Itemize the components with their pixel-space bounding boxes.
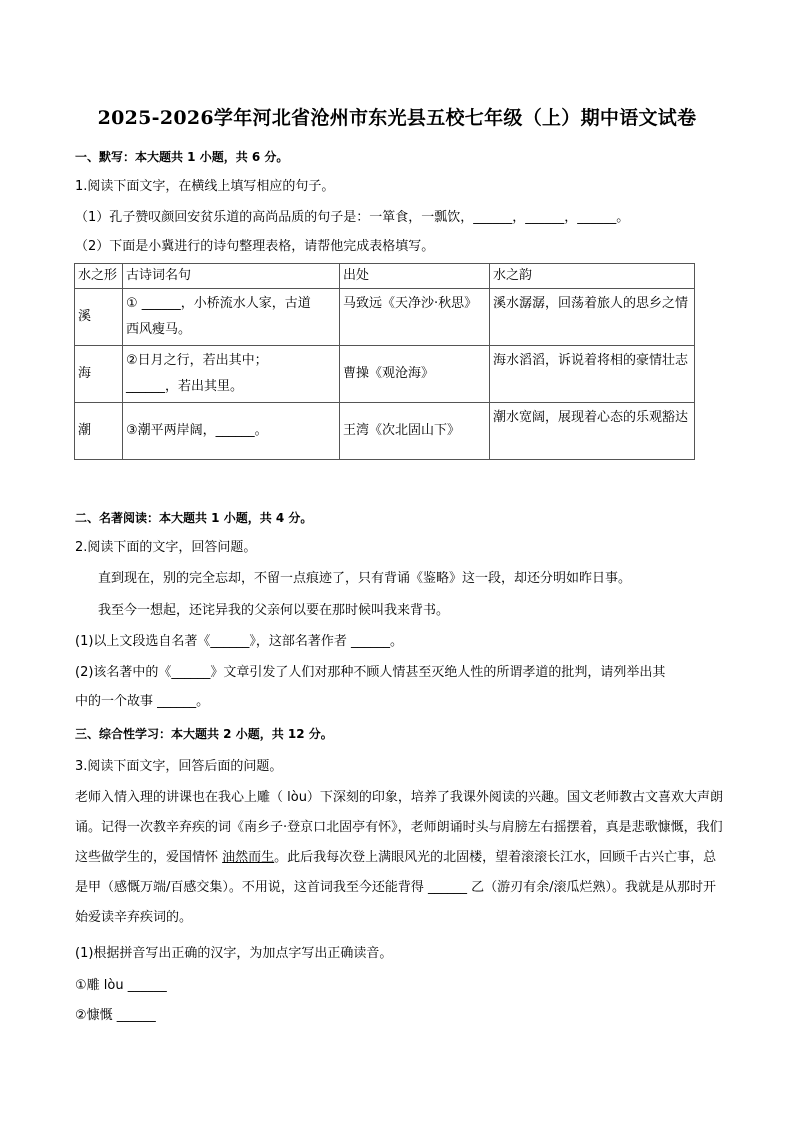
table-header-cell: 古诗词名句	[123, 264, 340, 289]
poem-line-text: 西风瘦马。	[126, 322, 192, 337]
water-form-cell: 海	[75, 346, 123, 403]
water-form-cell: 潮	[75, 403, 123, 460]
poem-line-text: ______，若出其里。	[126, 379, 244, 394]
question-2-sub-1: (1)以上文段选自名著《______》，这部名著作者 ______。	[75, 634, 404, 649]
question-3-stem: 3.阅读下面文字，回答后面的问题。	[75, 759, 283, 774]
poem-line-text: ③潮平两岸阔，______。	[126, 423, 268, 438]
table-row	[75, 289, 695, 346]
section-heading-3: 三、综合性学习：本大题共 2 小题，共 12 分。	[75, 727, 333, 741]
poem-line-text: ②日月之行，若出其中；	[126, 353, 268, 368]
underlined-phrase: 油然而生	[222, 850, 275, 865]
question-2-stem: 2.阅读下面的文字，回答问题。	[75, 540, 257, 555]
table-row	[75, 403, 695, 460]
question-3-sub-1-a: ①雕 lòu ______	[75, 978, 167, 993]
excerpt-paragraph-1: 直到现在，别的完全忘却，不留一点痕迹了，只有背诵《鉴略》这一段，却还分明如昨日事。	[98, 571, 632, 586]
charm-cell: 潮水宽阔，展现着心态的乐观豁达	[490, 403, 695, 460]
table-header-cell: 水之韵	[490, 264, 695, 289]
passage-text: 老师入情入理的讲课也在我心上雕（ lòu）下深刻的印象，培养了我课外阅读的兴趣。国文老师教古文喜欢大声朗诵。记得一次教辛弃疾的词《南乡子·登京口北固亭有怀》，老师朗诵时头与肩膀左右摇摆着，真是悲歌慷慨，我们这些做学生的，爱国情怀	[75, 790, 723, 865]
table-row	[75, 346, 695, 403]
source-cell: 曹操《观沧海》	[340, 346, 490, 403]
question-2-sub-2-line-2: 中的一个故事 ______。	[75, 694, 210, 709]
question-1-part-2: （2）下面是小冀进行的诗句整理表格，请帮他完成表格填写。	[75, 239, 435, 254]
source-cell: 马致远《天净沙·秋思》	[340, 289, 490, 346]
question-2-sub-2-line-1: (2)该名著中的《______》文章引发了人们对那种不顾人情甚至灭绝人性的所谓孝道的批判，请列举出其	[75, 665, 666, 680]
reading-passage	[75, 783, 725, 933]
charm-cell: 溪水潺潺，回荡着旅人的思乡之情	[490, 289, 695, 346]
charm-cell: 海水滔滔，诉说着将相的豪情壮志	[490, 346, 695, 403]
page-title: 2025-2026学年河北省沧州市东光县五校七年级（上）期中语文试卷	[97, 107, 697, 129]
table-header-cell: 水之形	[75, 264, 123, 289]
table-header-cell: 出处	[340, 264, 490, 289]
question-1-part-1: （1）孔子赞叹颜回安贫乐道的高尚品质的句子是：一箪食，一瓢饮，______，______，______。	[75, 210, 630, 225]
source-cell: 王湾《次北固山下》	[340, 403, 490, 460]
poem-line-cell	[123, 346, 340, 403]
section-heading-1: 一、默写：本大题共 1 小题，共 6 分。	[75, 150, 289, 164]
question-1-stem: 1.阅读下面文字，在横线上填写相应的句子。	[75, 179, 335, 194]
question-3-sub-1: (1)根据拼音写出正确的汉字，为加点字写出正确读音。	[75, 946, 393, 961]
passage-text: 。此后我每次登上满眼风光的北固楼，望着滚滚长江水，回顾千古兴亡事，总是甲（感慨万端/百感交集）。不用说，这首词我至今还能背得 ______ 乙（游刃有余/滚瓜烂熟）。我就是从那时开始爱读辛弃疾词的。	[75, 850, 717, 925]
question-3-sub-1-b: ②慷慨 ______	[75, 1008, 156, 1023]
section-heading-2: 二、名著阅读：本大题共 1 小题，共 4 分。	[75, 511, 313, 525]
table-header-row	[75, 264, 695, 289]
poem-table	[74, 263, 695, 460]
poem-line-cell	[123, 289, 340, 346]
excerpt-paragraph-2: 我至今一想起，还诧异我的父亲何以要在那时候叫我来背书。	[98, 603, 450, 618]
water-form-cell: 溪	[75, 289, 123, 346]
poem-line-text: ① ______，小桥流水人家，古道	[126, 296, 311, 311]
poem-line-cell	[123, 403, 340, 460]
